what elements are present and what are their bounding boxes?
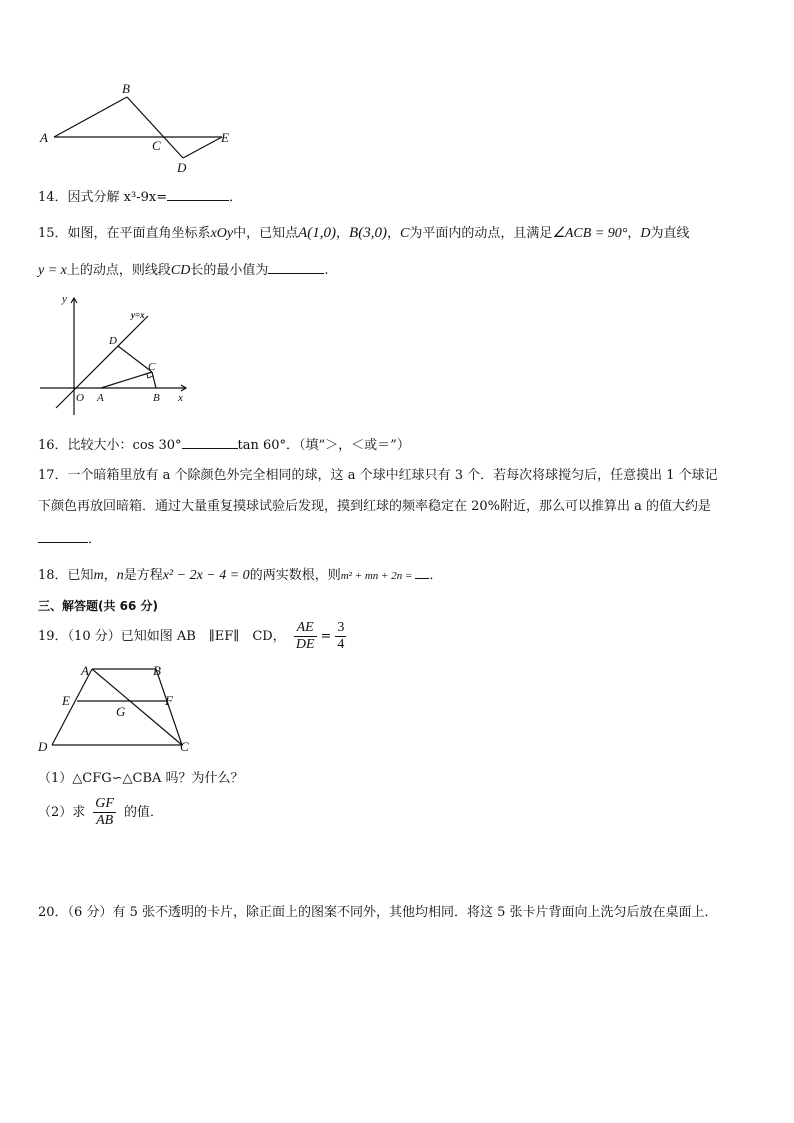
q18-m: m	[93, 568, 104, 583]
q19-fraction-ae-de	[294, 620, 317, 653]
question-19	[38, 620, 350, 660]
q16-text-1: 比较大小：cos 30°	[67, 438, 182, 453]
q19-equals: =	[320, 629, 332, 644]
q19-frac-numerator: AE	[294, 620, 317, 637]
q15-text-8: 长的最小值为	[190, 263, 269, 278]
q15-xoy: xOy	[210, 226, 234, 241]
question-15-line1	[38, 224, 690, 243]
section-heading-3: 三、解答题(共 66 分)	[38, 599, 159, 613]
q19-fraction-value	[335, 620, 346, 653]
label-A: A	[81, 663, 89, 678]
question-17-line2	[38, 498, 711, 516]
q19-part2-text-1: （2）求	[38, 805, 86, 820]
q15-line-eq: y = x	[38, 263, 67, 278]
q19-text-1: （10 分）已知如图 AB ∥EF∥ CD，	[67, 629, 286, 644]
q15-point-a: A(1,0)	[298, 225, 337, 241]
q18-text-3: 的两实数根，则	[249, 568, 341, 583]
q18-number: 18．	[38, 568, 68, 583]
q16-text-2: tan 60°．（填“＞，＜或＝”）	[237, 438, 410, 453]
label-x-axis: x	[178, 392, 183, 404]
q15-point-b: B(3,0)	[349, 225, 387, 241]
q14-answer-blank	[167, 188, 229, 201]
label-A: A	[97, 392, 104, 404]
q15-d: D	[640, 226, 651, 241]
q17-answer-blank	[38, 530, 88, 543]
q18-n: n	[116, 568, 124, 583]
label-line-yx: y=x	[131, 310, 145, 320]
q15-text-5: ，	[627, 226, 641, 241]
label-O: O	[76, 392, 84, 404]
label-C: C	[152, 138, 161, 153]
q15-answer-blank	[268, 261, 324, 274]
q19-value-denominator: 4	[337, 637, 345, 652]
q19-part2-denominator: AB	[96, 813, 114, 828]
question-15-line2	[38, 261, 329, 280]
q19-number: 19．	[38, 629, 68, 644]
q18-sep: ，	[103, 568, 117, 583]
figure-triangles-q13	[36, 80, 246, 180]
q17-text-2: 下颜色再放回暗箱．通过大量重复摸球试验后发现，摸到红球的频率稳定在 20%附近，那么可以推算出 a 的值大约是	[38, 499, 712, 514]
question-17-line1	[38, 467, 718, 485]
label-F: F	[165, 693, 173, 708]
question-20	[38, 904, 718, 922]
label-B: B	[153, 663, 161, 678]
q16-number: 16．	[38, 438, 68, 453]
q15-text-6: 为直线	[650, 226, 690, 241]
figure-coordinate-q15	[36, 290, 196, 420]
label-G: G	[116, 704, 126, 719]
q15-cd: CD	[170, 263, 191, 278]
label-B: B	[122, 81, 130, 96]
q15-c: C	[399, 226, 410, 241]
q19-part2-numerator: GF	[95, 796, 114, 811]
q19-frac-denominator: DE	[295, 637, 315, 652]
q15-angle: ∠ACB = 90°	[552, 226, 628, 241]
q16-answer-blank	[182, 436, 238, 449]
q15-text-1: 如图，在平面直角坐标系	[67, 226, 211, 241]
q15-text-7: 上的动点，则线段	[66, 263, 171, 278]
question-19-part-1: （1）△CFG∽△CBA 吗？为什么？	[38, 771, 244, 786]
q18-end: ．	[429, 568, 443, 583]
q15-end: .	[324, 263, 329, 278]
q19-part2-text-2: 的值．	[123, 805, 163, 820]
figure-trapezoid-q19	[34, 660, 199, 760]
label-D: D	[38, 739, 48, 754]
q15-text-4: 为平面内的动点，且满足	[409, 226, 553, 241]
q18-text-1: 已知	[67, 568, 94, 583]
q17-end: ．	[88, 532, 102, 547]
q18-text-2: 是方程	[123, 568, 163, 583]
q20-number: 20．	[38, 905, 68, 920]
question-19-part-2	[38, 796, 163, 836]
q15-text-3: ，	[386, 226, 400, 241]
question-18	[38, 566, 442, 585]
label-D: D	[109, 335, 117, 347]
label-C: C	[180, 739, 189, 754]
label-A: A	[40, 130, 48, 145]
q15-comma: ，	[336, 226, 350, 241]
q15-number: 15．	[38, 226, 68, 241]
q15-text-2: 中，已知点	[233, 226, 299, 241]
label-y-axis: y	[62, 293, 67, 305]
q14-text: 因式分解 x³-9x=	[67, 190, 168, 205]
label-B: B	[153, 392, 160, 404]
question-14	[38, 188, 242, 207]
q18-answer-blank	[415, 566, 429, 579]
q18-expression: m² + mn + 2n =	[340, 570, 413, 582]
question-17-line3	[38, 530, 101, 549]
label-E: E	[62, 693, 70, 708]
label-D: D	[177, 160, 187, 175]
q19-value-numerator: 3	[337, 620, 345, 635]
q17-text-1: 一个暗箱里放有 a 个除颜色外完全相同的球，这 a 个球中红球只有 3 个．若每次将球搅匀后，任意摸出 1 个球记	[67, 468, 718, 483]
q18-equation: x² − 2x − 4 = 0	[162, 568, 250, 583]
q14-number: 14．	[38, 190, 68, 205]
question-16	[38, 436, 410, 455]
q17-number: 17．	[38, 468, 68, 483]
label-C: C	[148, 361, 156, 373]
label-E: E	[221, 130, 229, 145]
q14-end: ．	[229, 190, 243, 205]
q20-text: （6 分）有 5 张不透明的卡片，除正面上的图案不同外，其他均相同．将这 5 张卡片背面向上洗匀后放在桌面上．	[67, 905, 718, 920]
q19-fraction-gf-ab	[93, 796, 116, 829]
